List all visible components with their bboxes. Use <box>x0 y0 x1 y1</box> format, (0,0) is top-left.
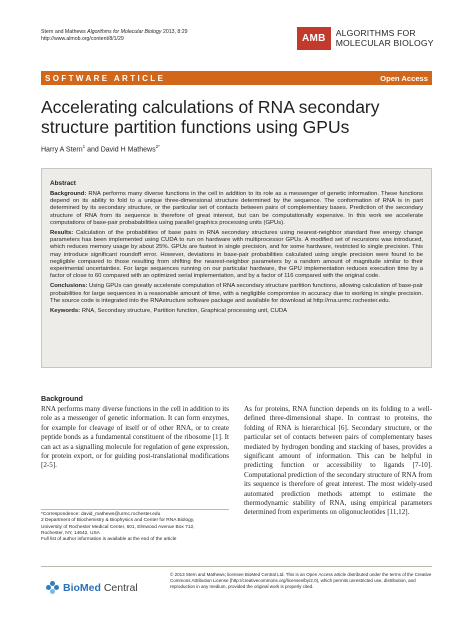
citation-line <box>41 29 281 36</box>
abstract-conclusions <box>50 283 423 305</box>
journal-name-line2: MOLECULAR BIOLOGY <box>335 37 434 48</box>
body-column-left: RNA performs many diverse functions in the cell in addition to its role as a messenger of genetic information. It can form enzymes, for example for cleavage of itself or of other RNA, or to create peptide bonds as a fundamental constituent of the ribosome [1]. It can act as a signalling molecule for regulation of gene expression, for protein export, or for guiding post-translational modifications [2-5]. <box>41 405 229 470</box>
author-info-note: Full list of author information is available at the end of the article <box>41 537 177 543</box>
affiliation-line: 2 Department of Biochemistry & Biophysics and Center for RNA Biology, <box>41 518 195 524</box>
publisher-name-second: Central <box>103 581 138 594</box>
publisher-name-main: BioMed <box>63 581 101 594</box>
biomed-central-logo <box>46 581 138 594</box>
article-type-label: SOFTWARE ARTICLE <box>45 73 166 83</box>
abstract-keywords <box>50 308 423 315</box>
author-affiliation-mark: 2* <box>155 144 160 149</box>
article-url[interactable]: http://www.almob.org/content/8/1/29 <box>41 36 124 43</box>
abstract-results-text: Calculation of the probabilities of base pairs in RNA secondary structures using nearest-neighbor standard free energy change parameters has been implemented using CUDA to run on hardware with multiprocessor GPUs. A modified set of recursions was introduced, which reduces memory usage by about 25%. GPUs are fastest in single precision, and for some hardware, restricted to single precision. This may introduce significant roundoff error. However, deviations in base-pair probabilities calculated using single precision were found to be negligible compared to those resulting from shifting the nearest-neighbor parameters by a random amount of magnitude similar to their experimental uncertainties. For large sequences running on our particular hardware, the GPU implementation reduces execution time by a factor of close to 60 compared with an optimized serial implementation, and by a factor of 116 compared with the original code. <box>50 230 423 280</box>
author-name: David H Mathews <box>100 146 156 154</box>
body-column-right: As for proteins, RNA function depends on its folding to a well-defined three-dimensional shape. In contrast to proteins, the folding of RNA is hierarchical [6]. Secondary structure, or the particular set of contacts between pairs of complementary bases mediated by hydrogen bonding and stacking of bases, provides a significant amount of information. This can be helpful in predicting function or accessibility to ligands [7-10]. Computational prediction of the secondary structure of RNA from its sequence is therefore of great interest. The most widely-used automated prediction methods attempt to estimate the thermodynamic stability of RNA, using empirical parameters determined from experiments on oligonucleotides [11,12]. <box>244 405 432 517</box>
open-access-label: Open Access <box>380 73 428 83</box>
abstract-background-label: Background: <box>50 191 87 197</box>
abstract-results-label: Results: <box>50 230 74 237</box>
citation-suffix: 2013, 8:29 <box>161 29 188 35</box>
abstract-conclusions-text: Using GPUs can greatly accelerate computation of RNA secondary structure partition functions, allowing calculation of base-pair probabilities for large sequences in a reasonable amount of time, with a negligible compromise in accuracy due to working in single precision. The source code is integrated into the RNAstructure software package and available for download at http://rna.urmc.rochester.edu. <box>50 283 423 304</box>
biomed-central-icon <box>46 581 59 594</box>
abstract-heading: Abstract <box>50 180 76 187</box>
abstract-background-text: RNA performs many diverse functions in the cell in addition to its role as a messenger of genetic information. These functions depend on its ability to fold to a unique three-dimensional structure determined by the sequence. The conformation of RNA is in part determined by its secondary structure, or the particular set of contacts between pairs of complementary bases. Prediction of the secondary structure of RNA from its sequence is therefore of great interest, but can be computationally expensive. In this work we accelerate computations of base-pair probababilities using parallel graphics processing units (GPUs). <box>50 191 423 226</box>
affiliation-line: Rochester, NY, 14642, USA <box>41 530 100 536</box>
journal-name: Algorithms for Molecular Biology <box>87 29 162 35</box>
abstract-keywords-text: RNA, Secondary structure, Partition function, Graphical processing unit, CUDA <box>80 308 288 315</box>
author-affiliation-mark: 1 <box>82 144 86 149</box>
abstract-results <box>50 230 423 280</box>
footnotes <box>41 512 229 543</box>
correspondence-note: *Correspondence: david_mathews@urmc.rochester.edu <box>41 512 161 517</box>
section-heading-background: Background <box>41 394 83 403</box>
article-title: Accelerating calculations of RNA secondary structure partition functions using GPUs <box>41 97 380 137</box>
license-statement: © 2013 Stern and Mathews; licensee BioMed Central Ltd. This is an Open Access article distributed under the terms of the Creative Commons Attribution License (http://creativecommons.org/licenses/by/2.0), which permits unrestricted use, distribution, and reproduction in any medium, provided the original work is properly cited. <box>170 572 432 589</box>
citation-prefix: Stern and Mathews <box>41 29 88 35</box>
journal-name-line1: ALGORITHMS FOR <box>335 27 416 38</box>
abstract-box <box>41 168 432 368</box>
article-type-bar <box>41 71 432 85</box>
abstract-conclusions-label: Conclusions: <box>50 283 88 290</box>
author-connector: and <box>85 146 101 154</box>
journal-full-name <box>336 29 434 48</box>
journal-logo <box>297 27 434 50</box>
author-name: Harry A Stern <box>41 146 83 154</box>
journal-abbr: AMB <box>297 27 331 50</box>
header-citation <box>41 29 281 44</box>
abstract-background <box>50 191 423 227</box>
footer-divider <box>41 566 432 567</box>
publisher-name <box>63 582 138 594</box>
footnote-divider <box>41 509 229 510</box>
author-list <box>41 144 160 153</box>
affiliation-line: University of Rochester Medical Center, 601, Elmwood Avenue Box 712, <box>41 524 195 530</box>
abstract-keywords-label: Keywords: <box>50 308 81 315</box>
